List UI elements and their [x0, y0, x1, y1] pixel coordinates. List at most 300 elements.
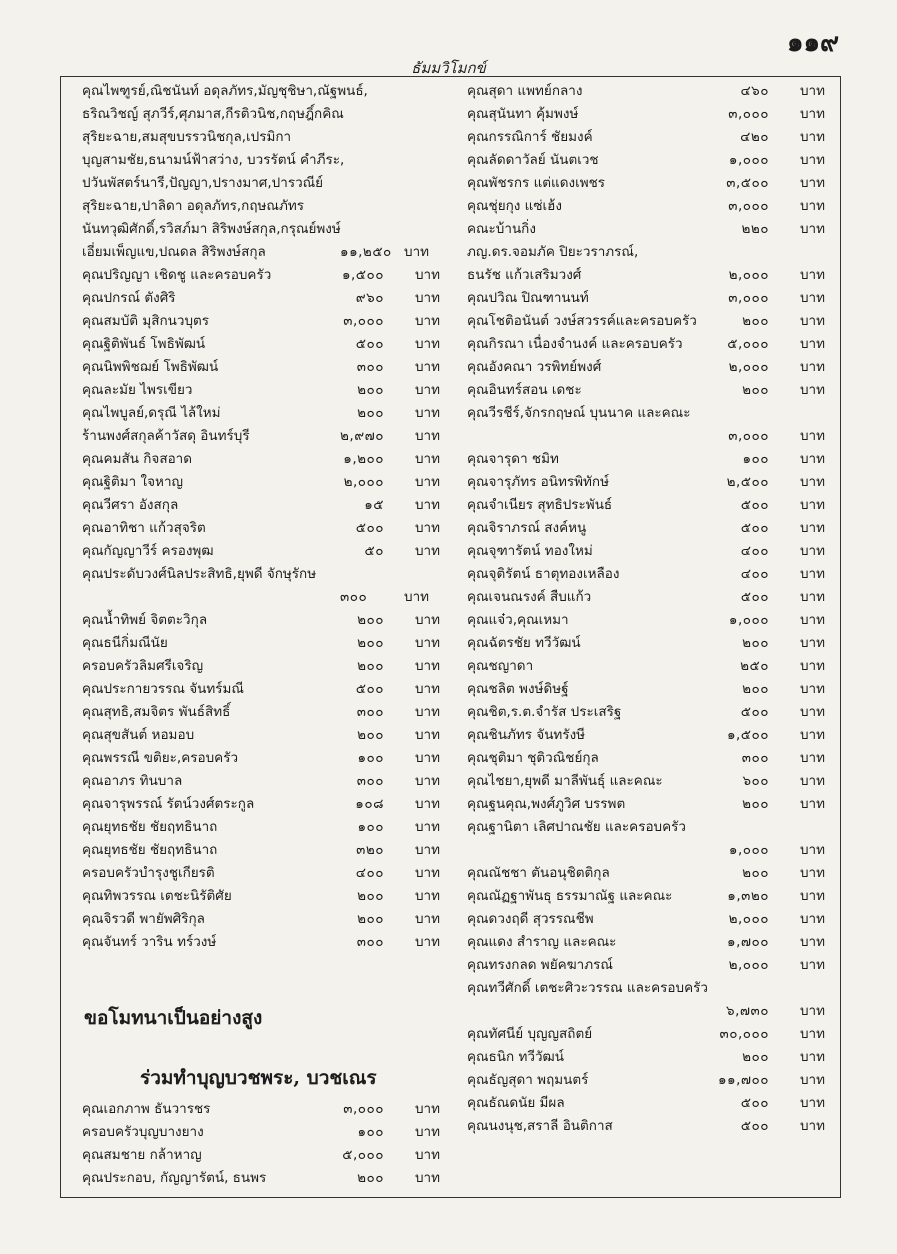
donor-row	[467, 540, 827, 563]
currency-unit: บาท	[414, 681, 440, 697]
donor-row	[467, 609, 827, 632]
donor-row	[82, 241, 442, 264]
donor-name: คุณจันทร์ วาริน ทร์วงษ์	[82, 934, 217, 950]
right-donor-column	[467, 80, 827, 1138]
donation-amount: ๒๐๐	[742, 382, 769, 398]
donation-amount: ๓,๐๐๐	[728, 428, 769, 444]
donor-row	[82, 471, 442, 494]
donor-row	[82, 172, 442, 195]
currency-unit: บาท	[799, 1072, 825, 1088]
donor-name: คุณสุนันทา คุ้มพงษ์	[467, 106, 579, 122]
donor-row	[82, 632, 442, 655]
currency-unit: บาท	[799, 1049, 825, 1065]
donor-name: คุณธัญสุดา พฤมนตร์	[467, 1072, 589, 1088]
donation-amount: ๕๐๐	[740, 520, 769, 536]
donation-amount: ๒๐๐	[357, 612, 384, 628]
donor-name: คุณยุทธชัย ชัยฤทธินาถ	[82, 819, 218, 835]
donor-row	[467, 678, 827, 701]
currency-unit: บาท	[799, 198, 825, 214]
donation-amount: ๑๐๐	[742, 451, 769, 467]
donor-row	[467, 724, 827, 747]
currency-unit: บาท	[799, 1003, 825, 1019]
donation-amount: ๔๐๐	[740, 543, 769, 559]
donor-name: คุณคมสัน กิจสอาด	[82, 451, 193, 467]
donor-name: คุณฐนคุณ,พงศ์ภูวิศ บรรพต	[467, 796, 626, 812]
donor-row	[467, 172, 827, 195]
donor-row	[82, 103, 442, 126]
donor-row	[467, 1046, 827, 1069]
currency-unit: บาท	[404, 589, 430, 605]
donor-name: คุณไพฑูรย์,ณิชนันท์ อดุลภัทร,มัญชุชิษา,ณัฐพนธ์,	[82, 83, 368, 99]
donor-row	[82, 379, 442, 402]
donor-row	[82, 402, 442, 425]
currency-unit: บาท	[799, 336, 825, 352]
donor-name: คุณชุติมา ชุติวณิชย์กุล	[467, 750, 599, 766]
donation-amount: ๕๐๐	[355, 520, 384, 536]
donor-row	[82, 770, 442, 793]
currency-unit: บาท	[799, 474, 825, 490]
donor-name: คุณธนีกิ่มณีนัย	[82, 635, 168, 651]
donor-name: คุณณัชชา ตันอนุชิตติกุล	[467, 865, 610, 881]
currency-unit: บาท	[799, 888, 825, 904]
donor-row	[467, 586, 827, 609]
currency-unit: บาท	[799, 681, 825, 697]
donor-row	[82, 356, 442, 379]
currency-unit: บาท	[799, 612, 825, 628]
donation-amount: ๔๐๐	[740, 566, 769, 582]
currency-unit: บาท	[414, 773, 440, 789]
donation-amount: ๑๑,๗๐๐	[717, 1072, 769, 1088]
donor-row	[82, 862, 442, 885]
donor-name: เอี่ยมเพ็ญแข,ปณดล สิริพงษ์สกุล	[82, 244, 266, 260]
donor-row	[467, 126, 827, 149]
donation-amount: ๔๖๐	[740, 83, 769, 99]
donor-row	[82, 724, 442, 747]
donor-row	[82, 287, 442, 310]
donor-row	[467, 908, 827, 931]
currency-unit: บาท	[799, 566, 825, 582]
donor-row	[82, 195, 442, 218]
donor-name: คุณโชติอนันต์ วงษ์สวรรค์และครอบครัว	[467, 313, 697, 329]
donation-amount: ๑๕	[364, 497, 384, 513]
currency-unit: บาท	[414, 635, 440, 651]
donor-name: คุณสุขสันต์ หอมอบ	[82, 727, 195, 743]
donor-row	[82, 655, 442, 678]
donation-amount: ๓๐๐	[356, 704, 384, 720]
currency-unit: บาท	[414, 428, 440, 444]
donation-amount: ๓,๐๐๐	[343, 313, 384, 329]
donation-amount: ๕,๐๐๐	[727, 336, 769, 352]
donor-row	[82, 218, 442, 241]
donor-row	[82, 540, 442, 563]
donor-name: คุณทัศนีย์ บุญญสถิตย์	[467, 1026, 593, 1042]
donor-name: คุณกิรณา เนื่องจำนงค์ และครอบครัว	[467, 336, 683, 352]
currency-unit: บาท	[799, 773, 825, 789]
donor-name: คุณทรงกลด พยัคฆาภรณ์	[467, 957, 613, 973]
currency-unit: บาท	[799, 382, 825, 398]
currency-unit: บาท	[414, 911, 440, 927]
donor-row	[467, 149, 827, 172]
donor-name: คุณสุทธิ,สมจิตร พันธ์สิทธิ์	[82, 704, 231, 720]
donor-name: คุณจิรวดี พายัพศิริกุล	[82, 911, 205, 927]
donor-row	[82, 816, 442, 839]
donation-amount: ๓,๕๐๐	[726, 175, 769, 191]
donation-amount: ๑๐๘	[355, 796, 384, 812]
donor-row	[467, 1115, 827, 1138]
currency-unit: บาท	[799, 934, 825, 950]
donor-name: คุณพรรณี ขติยะ,ครอบครัว	[82, 750, 239, 766]
donation-amount: ๓๐๐	[741, 750, 769, 766]
currency-unit: บาท	[414, 819, 440, 835]
donor-name: คุณปวิณ ปิณฑานนท์	[467, 290, 589, 306]
donor-name: คุณจารุพรรณ์ รัตน์วงศ์ตระกูล	[82, 796, 255, 812]
donation-amount: ๕๐๐	[740, 497, 769, 513]
currency-unit: บาท	[799, 635, 825, 651]
donor-name: คุณจุฑารัตน์ ทองใหม่	[467, 543, 593, 559]
donor-name: คุณอินทร์สอน เดชะ	[467, 382, 582, 398]
donor-row	[82, 448, 442, 471]
donor-name: ร้านพงศ์สกุลค้าวัสดุ อินทร์บุรี	[82, 428, 250, 444]
currency-unit: บาท	[799, 359, 825, 375]
donor-row	[467, 862, 827, 885]
thanks-heading: ขอโมทนาเป็นอย่างสูง	[84, 1007, 263, 1029]
donation-amount: ๓๐๐	[356, 934, 384, 950]
donation-amount: ๒,๐๐๐	[343, 474, 384, 490]
currency-unit: บาท	[799, 129, 825, 145]
donation-amount: ๖๐๐	[742, 773, 769, 789]
currency-unit: บาท	[414, 359, 440, 375]
currency-unit: บาท	[414, 313, 440, 329]
donor-name: คุณอาภร ทินบาล	[82, 773, 183, 789]
donation-amount: ๒๐๐	[742, 681, 769, 697]
currency-unit: บาท	[414, 405, 440, 421]
donor-row	[467, 931, 827, 954]
currency-unit: บาท	[799, 152, 825, 168]
donor-name: คุณจุติรัตน์ ธาตุทองเหลือง	[467, 566, 620, 582]
donor-row	[467, 218, 827, 241]
donor-row	[82, 310, 442, 333]
currency-unit: บาท	[414, 336, 440, 352]
donation-amount: ๕๐๐	[740, 1118, 769, 1134]
currency-unit: บาท	[414, 520, 440, 536]
donation-amount: ๒๐๐	[357, 405, 384, 421]
donor-name: คุณกัญญาวีร์ ครองพุฒ	[82, 543, 214, 559]
donor-row	[82, 126, 442, 149]
donor-row	[82, 931, 442, 954]
donor-row	[82, 494, 442, 517]
donation-amount: ๒๐๐	[742, 1049, 769, 1065]
donor-name: คุณจำเนียร สุทธิประพันธ์	[467, 497, 613, 513]
donation-amount: ๓,๐๐๐	[343, 1101, 384, 1117]
donor-name: คุณชญาดา	[467, 658, 534, 674]
donor-name: ครอบครัวบำรุงชูเกียรติ	[82, 865, 215, 881]
donation-amount: ๒,๐๐๐	[728, 267, 769, 283]
donation-amount: ๒๐๐	[742, 865, 769, 881]
donor-row	[467, 241, 827, 264]
donation-amount: ๑๐๐	[357, 750, 384, 766]
donation-amount: ๒๒๐	[741, 221, 769, 237]
currency-unit: บาท	[799, 957, 825, 973]
donor-row	[467, 195, 827, 218]
donation-amount: ๙๖๐	[355, 290, 384, 306]
donor-name: คุณสมชาย กล้าหาญ	[82, 1147, 202, 1163]
donor-row	[467, 632, 827, 655]
donor-name: คุณสมบัติ มุสิกนวบุตร	[82, 313, 210, 329]
donation-amount: ๒๐๐	[357, 382, 384, 398]
donation-amount: ๑๑,๒๕๐	[340, 244, 392, 260]
donor-name: คุณไชยา,ยุพดี มาลีพันธุ์ และคณะ	[467, 773, 663, 789]
currency-unit: บาท	[799, 589, 825, 605]
donor-name: คุณแจ๋ว,คุณเหมา	[467, 612, 569, 628]
donation-amount: ๑,๓๒๐	[727, 888, 769, 904]
donation-amount: ๑,๐๐๐	[728, 612, 769, 628]
donor-row	[467, 471, 827, 494]
currency-unit: บาท	[799, 543, 825, 559]
donation-amount: ๑,๗๐๐	[727, 934, 769, 950]
donation-amount: ๔๒๐	[740, 129, 769, 145]
donation-amount: ๒๕๐	[740, 658, 769, 674]
donor-name: คุณฐานิตา เลิศปาณชัย และครอบครัว	[467, 819, 686, 835]
left-donor-column	[82, 80, 442, 954]
donation-amount: ๒๐๐	[742, 635, 769, 651]
donor-row	[82, 333, 442, 356]
currency-unit: บาท	[414, 382, 440, 398]
donation-amount: ๒๐๐	[357, 658, 384, 674]
donor-row	[467, 402, 827, 425]
donation-amount: ๒,๐๐๐	[728, 911, 769, 927]
donor-row	[82, 1121, 442, 1144]
donor-name: คุณวีรชีร์,จักรกฤษณ์ บุนนาค และคณะ	[467, 405, 691, 421]
donor-row	[467, 333, 827, 356]
donation-amount: ๒๐๐	[357, 911, 384, 927]
donor-row	[82, 839, 442, 862]
donor-row	[82, 609, 442, 632]
donor-name: คุณละมัย ไพรเขียว	[82, 382, 193, 398]
donor-row	[467, 885, 827, 908]
donor-name: คุณแดง สำราญ และคณะ	[467, 934, 617, 950]
donor-name: คุณนงนุช,สราลี อินติกาส	[467, 1118, 613, 1134]
donor-row	[467, 517, 827, 540]
donor-name: คุณวีศรา อังสกุล	[82, 497, 179, 513]
donor-name: คุณลัดดาวัลย์ นันตเวช	[467, 152, 599, 168]
donor-name: คุณชลิต พงษ์ดิษฐ์	[467, 681, 569, 697]
currency-unit: บาท	[799, 1095, 825, 1111]
donation-amount: ๕๐๐	[740, 704, 769, 720]
donor-row	[82, 885, 442, 908]
donor-row	[82, 149, 442, 172]
donation-amount: ๑,๕๐๐	[341, 267, 384, 283]
donor-row	[467, 264, 827, 287]
donation-amount: ๕๐๐	[740, 1095, 769, 1111]
donation-amount: ๕๐๐	[355, 336, 384, 352]
donation-amount: ๒,๐๐๐	[728, 359, 769, 375]
donor-name: สุริยะฉาย,สมสุขบรรวนิชกุล,เปรมิกา	[82, 129, 292, 145]
donation-amount: ๓,๐๐๐	[728, 198, 769, 214]
currency-unit: บาท	[799, 704, 825, 720]
donor-row	[82, 1144, 442, 1167]
donor-row	[467, 80, 827, 103]
currency-unit: บาท	[414, 497, 440, 513]
currency-unit: บาท	[414, 612, 440, 628]
currency-unit: บาท	[414, 474, 440, 490]
currency-unit: บาท	[799, 865, 825, 881]
donation-amount: ๕,๐๐๐	[342, 1147, 384, 1163]
donation-amount: ๓๐๐	[356, 359, 384, 375]
donor-row	[82, 80, 442, 103]
donation-amount: ๑,๐๐๐	[728, 842, 769, 858]
donor-name: คุณชินภัทร จันทรังษี	[467, 727, 586, 743]
donor-name: คุณดวงฤดี สุวรรณชีพ	[467, 911, 594, 927]
donor-name: คุณประกายวรรณ จันทร์มณี	[82, 681, 244, 697]
currency-unit: บาท	[799, 313, 825, 329]
donor-name: คุณจารุภัทร อนิทรพิทักษ์	[467, 474, 609, 490]
donor-row	[82, 908, 442, 931]
currency-unit: บาท	[799, 727, 825, 743]
donor-row	[467, 1069, 827, 1092]
donor-name: คุณทิพวรรณ เตชะนิรัติศัย	[82, 888, 232, 904]
currency-unit: บาท	[414, 842, 440, 858]
donor-name: ครอบครัวบุญบางยาง	[82, 1124, 204, 1140]
donor-name: คณะบ้านกิ่ง	[467, 221, 536, 237]
donor-row	[82, 747, 442, 770]
donation-amount: ๒๐๐	[357, 635, 384, 651]
donor-name: คุณปริญญา เชิดชู และครอบครัว	[82, 267, 272, 283]
currency-unit: บาท	[799, 451, 825, 467]
donor-name: ธริณวิชญ์ สุภวีร์,ศุภมาส,กีรติวนิช,กฤษฎิ์กคิณ	[82, 106, 344, 122]
donor-name: คุณจารุดา ชมิท	[467, 451, 559, 467]
donor-name: คุณธนิก ทวีวัฒน์	[467, 1049, 564, 1065]
donor-row	[82, 563, 442, 586]
donation-amount: ๓,๐๐๐	[728, 106, 769, 122]
donor-row	[82, 425, 442, 448]
donation-amount: ๓๒๐	[356, 842, 384, 858]
donor-row	[467, 103, 827, 126]
donation-amount: ๓,๐๐๐	[728, 290, 769, 306]
donor-row	[82, 586, 442, 609]
donation-amount: ๑๐๐	[357, 1124, 384, 1140]
currency-unit: บาท	[414, 1170, 440, 1186]
ordination-heading: ร่วมทำบุญบวชพระ, บวชเณร	[140, 1067, 377, 1089]
currency-unit: บาท	[799, 796, 825, 812]
donation-amount: ๓๐,๐๐๐	[719, 1026, 769, 1042]
donor-name: คุณจิราภรณ์ สงค์หนู	[467, 520, 587, 536]
donor-row	[82, 1098, 442, 1121]
currency-unit: บาท	[414, 543, 440, 559]
donor-name: คุณประดับวงศ์นิลประสิทธิ,ยุพดี จักษุรักษ	[82, 566, 317, 582]
currency-unit: บาท	[414, 1147, 440, 1163]
donor-row	[467, 977, 827, 1000]
currency-unit: บาท	[414, 290, 440, 306]
donor-row	[467, 839, 827, 862]
donation-amount: ๓๐๐	[340, 589, 368, 605]
donation-amount: ๕๐	[364, 543, 384, 559]
donor-name: คุณอาทิชา แก้วสุจริต	[82, 520, 206, 536]
page-number: ๑๑๙	[786, 28, 839, 58]
donor-row	[467, 1023, 827, 1046]
donor-row	[467, 816, 827, 839]
currency-unit: บาท	[799, 221, 825, 237]
donor-name: สุริยะฉาย,ปาลิดา อดุลภัทร,กฤษณภัทร	[82, 198, 304, 214]
currency-unit: บาท	[414, 888, 440, 904]
donor-row	[467, 770, 827, 793]
currency-unit: บาท	[799, 83, 825, 99]
donation-amount: ๓๐๐	[356, 773, 384, 789]
donation-amount: ๒๐๐	[742, 313, 769, 329]
currency-unit: บาท	[799, 1118, 825, 1134]
donation-amount: ๑,๒๐๐	[343, 451, 384, 467]
donor-name: คุณสุดา แพทย์กลาง	[467, 83, 583, 99]
donor-row	[82, 517, 442, 540]
donation-amount: ๑,๐๐๐	[728, 152, 769, 168]
currency-unit: บาท	[414, 267, 440, 283]
donor-row	[467, 379, 827, 402]
currency-unit: บาท	[414, 1124, 440, 1140]
donor-name: ครอบครัวลิมศรีเจริญ	[82, 658, 204, 674]
currency-unit: บาท	[799, 750, 825, 766]
donor-row	[467, 655, 827, 678]
donor-row	[467, 287, 827, 310]
ordination-donor-list	[82, 1098, 442, 1190]
donor-row	[82, 1167, 442, 1190]
donor-name: ปวันพัสตร์นารี,ปัญญา,ปรางมาศ,ปารวณีย์	[82, 175, 324, 191]
donor-row	[467, 425, 827, 448]
donation-amount: ๑๐๐	[357, 819, 384, 835]
donor-row	[467, 793, 827, 816]
currency-unit: บาท	[799, 1026, 825, 1042]
donor-name: คุณเอกภาพ ธันวารชร	[82, 1101, 211, 1117]
currency-unit: บาท	[799, 106, 825, 122]
donor-name: ภญ.ดร.จอมภัค ปิยะวราภรณ์,	[467, 244, 639, 260]
donor-row	[82, 678, 442, 701]
donor-name: คุณฐิติมา ใจหาญ	[82, 474, 184, 490]
donor-name: บุญสามชัย,ธนามน์ฟ้าสว่าง, บวรรัตน์ คำภีระ,	[82, 152, 345, 168]
donor-row	[467, 494, 827, 517]
donation-amount: ๒,๕๐๐	[726, 474, 769, 490]
donor-name: คุณฉัตรชัย ทวีวัฒน์	[467, 635, 581, 651]
donor-row	[82, 793, 442, 816]
donation-amount: ๒๐๐	[742, 796, 769, 812]
currency-unit: บาท	[414, 727, 440, 743]
donor-name: คุณธัณดนัย มีผล	[467, 1095, 565, 1111]
donor-name: คุณฐิติพันธ์ โพธิพัฒน์	[82, 336, 206, 352]
currency-unit: บาท	[414, 451, 440, 467]
currency-unit: บาท	[799, 520, 825, 536]
donor-row	[82, 264, 442, 287]
donor-name: คุณอังคณา วรพิทย์พงศ์	[467, 359, 602, 375]
donor-name: นันทวุฒิศักดิ์,รวิสภ์มา สิริพงษ์สกุล,กรุณย์พงษ์	[82, 221, 341, 237]
currency-unit: บาท	[799, 658, 825, 674]
donor-name: คุณณัฏฐาพันธุ ธรรมาณัฐ และคณะ	[467, 888, 673, 904]
donor-name: คุณชุ่ยกุง แซ่เฮ้ง	[467, 198, 562, 214]
currency-unit: บาท	[414, 865, 440, 881]
donation-amount: ๕๐๐	[355, 681, 384, 697]
donor-row	[467, 563, 827, 586]
donor-name: คุณไพบูลย์,ดรุณี ไล้ใหม่	[82, 405, 221, 421]
donor-name: คุณปกรณ์ ตังศิริ	[82, 290, 176, 306]
currency-unit: บาท	[799, 290, 825, 306]
donor-row	[467, 954, 827, 977]
donor-row	[467, 356, 827, 379]
donor-row	[467, 1000, 827, 1023]
donor-row	[82, 701, 442, 724]
donation-amount: ๒๐๐	[357, 888, 384, 904]
currency-unit: บาท	[414, 750, 440, 766]
donation-amount: ๖,๗๓๐	[726, 1003, 769, 1019]
running-head: ธัมมวิโมกข์	[411, 59, 486, 77]
currency-unit: บาท	[799, 911, 825, 927]
currency-unit: บาท	[414, 658, 440, 674]
donor-row	[467, 448, 827, 471]
